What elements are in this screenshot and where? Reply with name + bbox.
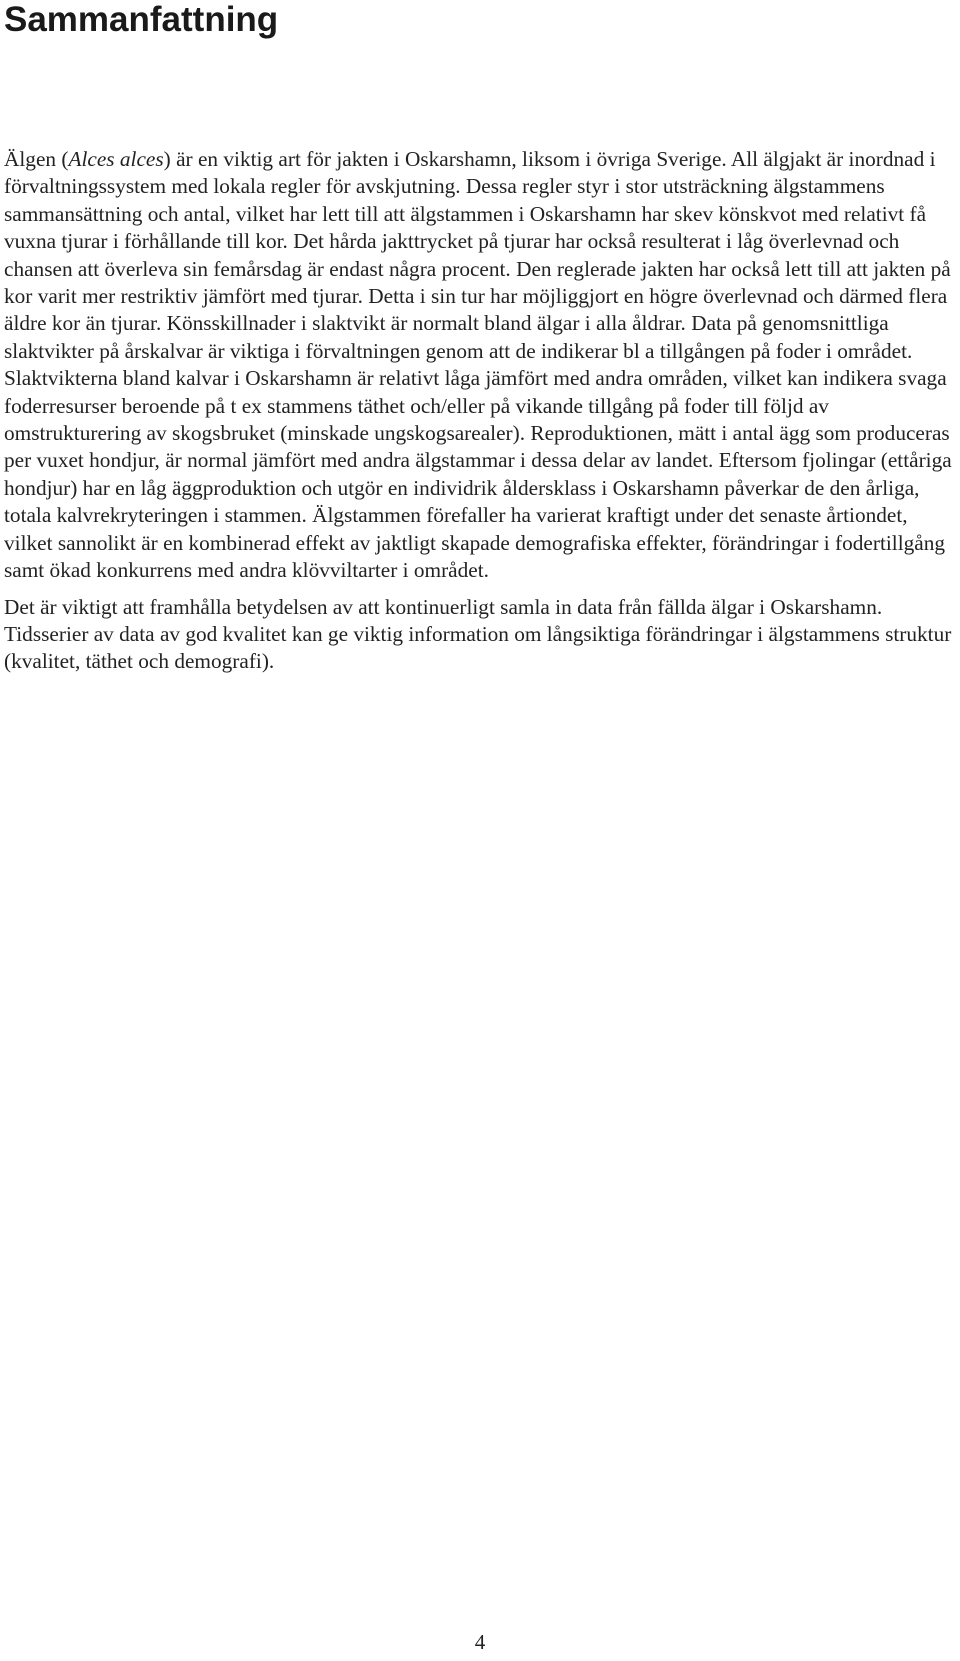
- paragraph-1-text-start: Älgen (: [4, 147, 69, 171]
- paragraph-1-text-rest: ) är en viktig art för jakten i Oskarshamn, liksom i övriga Sverige. All älgjakt är inordnad i förvaltningssystem med lokala regler för avskjutning. Dessa regler styr i stor utsträckning älgstammens sammansättning och antal, vilket har lett till att älgstammen i Oskarshamn har skev könskvot med relativt få vuxna tjurar i förhållande till kor. Det hårda jakttrycket på tjurar har också resulterat i låg överlevnad och chansen att överleva sin femårsdag är endast några procent. Den reglerade jakten har också lett till att jakten på kor varit mer restriktiv jämfört med tjurar. Detta i sin tur har möjliggjort en högre överlevnad och därmed flera äldre kor än tjurar. Könsskillnader i slaktvikt är normalt bland älgar i alla åldrar. Data på genomsnittliga slaktvikter på årskalvar är viktiga i förvaltningen genom att de indikerar bl a tillgången på foder i området. Slaktvikterna bland kalvar i Oskarshamn är relativt låga jämfört med andra områden, vilket kan indikera svaga foderresurser beroende på t ex stammens täthet och/eller på vikande tillgång på foder till följd av omstrukturering av skogsbruket (minskade ungskogsarealer). Reproduktionen, mätt i antal ägg som produceras per vuxet hondjur, är normal jämfört med andra älgstammar i dessa delar av landet. Eftersom fjolingar (ettåriga hondjur) har en låg äggproduktion och utgör en individrik åldersklass i Oskarshamn påverkar de den årliga, totala kalvrekryteringen i stammen. Älgstammen förefaller ha varierat kraftigt under det senaste årtiondet, vilket sannolikt är en kombinerad effekt av jaktligt skapade demografiska effekter, förändringar i fodertillgång samt ökad konkurrens med andra klövviltarter i området.: [4, 147, 952, 583]
- paragraph-summary-2: Det är viktigt att framhålla betydelsen av att kontinuerligt samla in data från fällda älgar i Oskarshamn. Tidsserier av data av god kvalitet kan ge viktig information om långsiktiga förändringar i älgstammens struktur (kvalitet, täthet och demografi).: [4, 594, 952, 674]
- page-title: Sammanfattning: [4, 0, 279, 39]
- page-number: 4: [474, 1630, 486, 1654]
- species-name-italic: Alces alces: [68, 147, 164, 171]
- body-text: [4, 146, 959, 676]
- paragraph-summary-1: [4, 146, 959, 585]
